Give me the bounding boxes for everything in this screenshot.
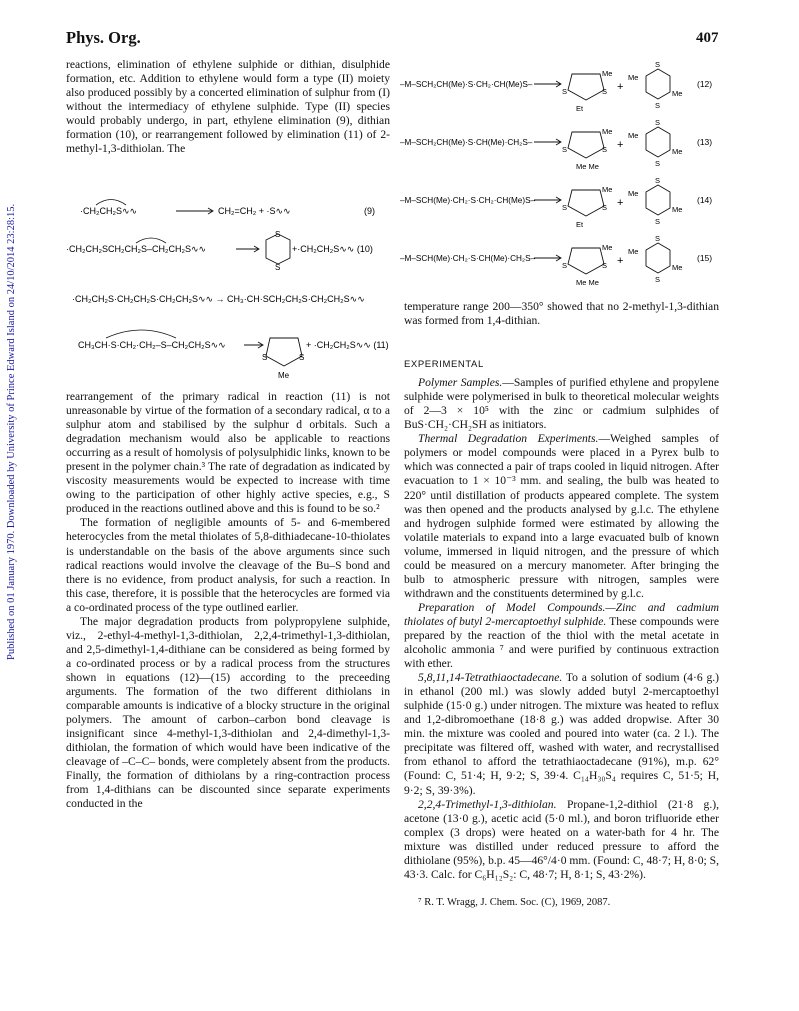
dithian-me-right: Me [672,263,683,272]
dithian-me-right: Me [672,205,683,214]
scheme-number: (13) [697,137,713,147]
dithiolan-ring [568,190,604,216]
ring-s-bottom: S [275,263,281,272]
paragraph: The major degradation products from polypropylene sulphide, viz., 2-ethyl-4-methyl-1,3-dithiolan, 2,2,4-trimethyl-1,3-dithiolan, and 2,5-dimethyl-1,4-dithiane can be considered as being formed by a co-ordinated process or by a radical process from the structures shown in equations (12)—(15) according to the preceeding arguments. The formation of the two different dithiolans in comparable amounts is indicative of a blocky structure in the original polymers. The amount of carbon–carbon bond cleavage is insignificant since 4-methyl-1,3-dithiolan and 2,4-dimethyl-1,3-dithiolan, the formation of which would have been indicative of the cleavage of –C–C– bonds, were completely absent from the products. Finally, the formation of dithiolans by a ring-contraction process from 1,4-dithians can be discounted since separate experiments conducted in the [66,614,390,811]
ring-s-right: S [602,261,608,270]
scheme-number: (12) [697,79,713,89]
dithiolan-ring [266,338,305,366]
ring-s-left: S [562,87,568,96]
dithian-me-left: Me [628,247,639,256]
dithian-s-top: S [655,234,661,243]
journal-header: Phys. Org. [66,28,141,47]
page-number: 407 [696,30,719,46]
eq11-right: + ·CH₂CH₂S∿∿ (11) [306,340,389,350]
reaction-schemes-right-svg [400,56,725,296]
paragraph-text: These compounds were prepared by the reaction of the thiol with the metal acetate in alcoholic ammonia ⁷ and were purified by continuous extraction with ether. [404,614,719,671]
eq11-first-line: ·CH₂CH₂S·CH₂CH₂S·CH₂CH₂S∿∿ → CH₃·CH·SCH₂CH₂S·CH₂CH₂S∿∿ [72,294,365,304]
dithiolan-ring [568,248,604,274]
download-stamp [3,160,19,660]
ring-me: Me [278,371,290,380]
plus-sign: + [617,139,624,151]
left-column-bottom [66,390,390,811]
scheme-left-formula: –M–SCH(Me)·CH₂·S·CH(Me)·CH₂S– [400,254,536,263]
ring-s-left: S [262,353,268,362]
scheme-left-formula: –M–SCH₂CH(Me)·S·CH(Me)·CH₂S– [400,138,533,147]
ring-substituent-bottom: Me Me [576,278,599,287]
dithian-me-left: Me [628,73,639,82]
paragraph [404,376,719,432]
subheading: Polymer Samples. [418,376,503,390]
ring-substituent-top: Me [602,69,613,78]
ring-substituent-bottom: Me Me [576,162,599,171]
paragraph-text: To a solution of sodium (4·6 g.) in ethanol (200 ml.) was slowly added butyl 2-mercaptoethyl sulphide (15·0 g.) under nitrogen. The mixture was heated to reflux and 1,2-dibromoethane (18·8 g.) was added dropwise. After 30 min. the mixture was cooled and poured into water (ca. 2 l.). The precipitate was filtered off, washed with water, and recrystallised from ethanol to afford the tetrathiaoctadecane (91%), m.p. 62° (Found: C, 51·4; H, 9·2; S, 39·4. C₁₄H₃₀S₄ requires C, 51·5; H, 9·2; S, 39·3%). [404,671,719,797]
eq10-right: +·CH₂CH₂S∿∿ (10) [292,244,373,254]
subheading: Thermal Degradation Experiments. [418,432,599,446]
footnote: ⁷ R. T. Wragg, J. Chem. Soc. (C), 1969, 2087. [418,896,611,908]
dithian-me-left: Me [628,189,639,198]
dithian-s-bottom: S [655,159,661,168]
eq10-left: ·CH₂CH₂SCH₂CH₂S–CH₂CH₂S∿∿ [66,244,207,254]
ring-s-top: S [275,230,281,239]
paragraph [404,432,719,601]
paragraph-text: —Weighed samples of polymers or model compounds were placed in a Pyrex bulb to which was connected a pair of traps cooled in liquid nitrogen. After evacuation to 1 × 10⁻³ mm. and sealing, the bulb was heated to 220° until distillation of products appeared complete. The system was then opened and the products analysed by g.l.c. The ethylene and hydrogen sulphide formed were estimated by allowing the volatile materials to expand into a large evacuated bulb of known volume, immersed in liquid nitrogen, and the pressure of which could be measured on a mercury manometer. After bringing the bulb to atmospheric pressure with nitrogen, samples were withdrawn and the constituents determined by g.l.c. [404,432,719,600]
ring-s-right: S [602,87,608,96]
paragraph [404,601,719,671]
dithian-ring [646,69,670,99]
ring-s-right: S [602,145,608,154]
right-column [404,300,719,910]
dithian-ring [646,127,670,157]
download-stamp-text: Published on 01 January 1970. Downloaded by University of Prince Edward Island on 24/10/2014 23:28:15. [6,203,17,660]
reaction-schemes-right [400,56,725,296]
reaction-schemes-left [66,200,396,390]
eq9-left: ·CH₂CH₂S∿∿ [80,206,138,216]
ring-s-left: S [562,203,568,212]
reaction-schemes-left-svg [66,200,396,390]
dithian-ring [646,243,670,273]
left-column-top [66,58,390,156]
eq11-arrow-curve [106,330,176,338]
paragraph: temperature range 200—350° showed that no 2-methyl-1,3-dithian was formed from 1,4-dithian. [404,300,719,328]
plus-sign: + [617,255,624,267]
subheading: 2,2,4-Trimethyl-1,3-dithiolan. [418,797,557,811]
dithian-me-left: Me [628,131,639,140]
dithian-s-top: S [655,118,661,127]
scheme-number: (14) [697,195,713,205]
dithian-me-right: Me [672,89,683,98]
scheme-left-formula: –M–SCH₂CH(Me)·S·CH₂·CH(Me)S– [400,80,533,89]
scheme-left-formula: –M–SCH(Me)·CH₂·S·CH₂·CH(Me)S– [400,196,536,205]
paragraph-text: —Samples of purified ethylene and propylene sulphide were polymerised in bulk to theoretical molecular weights of 2—3 × 10⁵ with the zinc or cadmium sulphides of BuS·CH₂·CH₂SH as initiators. [404,376,719,432]
dithian-s-bottom: S [655,275,661,284]
ring-s-right: S [602,203,608,212]
ring-substituent-top: Me [602,185,613,194]
subheading: Preparation of Model Compounds.—Zinc and cadmium thiolates of butyl 2-mercaptoethyl sulphide. [404,600,719,628]
subheading: 5,8,11,14-Tetrathiaoctadecane. [418,671,563,685]
paragraph [404,798,719,882]
eq9-number: (9) [364,206,375,216]
dithian-s-top: S [655,176,661,185]
eq10-arrow-curve [136,238,166,243]
plus-sign: + [617,81,624,93]
plus-sign: + [617,197,624,209]
ring-substituent-bottom: Et [576,104,584,113]
ring-substituent-top: Me [602,243,613,252]
scheme-number: (15) [697,253,713,263]
dithian-me-right: Me [672,147,683,156]
eq11-left: CH₃CH·S·CH₂·CH₂–S–CH₂CH₂S∿∿ [78,340,226,350]
ring-substituent-bottom: Et [576,220,584,229]
ring-s-right: S [299,353,305,362]
dithiolan-ring [568,74,604,100]
dithian-ring [646,185,670,215]
dithian-s-bottom: S [655,101,661,110]
ring-s-left: S [562,261,568,270]
dithian-s-bottom: S [655,217,661,226]
dithian-s-top: S [655,60,661,69]
paragraph-text: Propane-1,2-dithiol (21·8 g.), acetone (13·0 g.), acetic acid (5·0 ml.), and boron trifluoride ether complex (3 drops) were heated on a water-bath for 4 hr. The mixture was distilled under reduced pressure to afford the dithiolane (95%), b.p. 45—46°/4·0 mm. (Found: C, 48·7; H, 8·0; S, 43·3. Calc. for C₆H₁₂S₂: C, 48·7; H, 8·1; S, 43·2%). [404,797,719,881]
paragraph [404,671,719,797]
paragraph: The formation of negligible amounts of 5- and 6-membered heterocycles from the metal thiolates of 5,8-dithiadecane-10-thiolates is understandable on the basis of the above arguments since such radical reactions would involve the cleavage of the Bu–S bond and there is no evidence, from product analysis, for such a reaction. In this case, therefore, it is possible that the heterocycles are formed via a co-ordinated process of the type outlined earlier. [66,516,390,614]
eq9-right: CH₂=CH₂ + ·S∿∿ [218,206,291,216]
ring-s-left: S [562,145,568,154]
ring-substituent-top: Me [602,127,613,136]
paragraph: reactions, elimination of ethylene sulphide or dithian, disulphide formation, etc. Addition to ethylene would form a type (II) moiety also produced possibly by a concerted elimination of sulphur from (I) without the intermediacy of ethylene sulphide. Type (II) species would probably undergo, in part, ethylene elimination (9), dithian formation (10), or rearrangement followed by elimination (11) of 2-methyl-1,3-dithiolan. The [66,58,390,156]
dithiolan-ring [568,132,604,158]
paragraph: rearrangement of the primary radical in reaction (11) is not unreasonable by virtue of the formation of a secondary radical, α to a sulphur atom and stabilised by the sulphur d orbitals. Such a degradation mechanism would also be applicable to reactions occurring as a result of homolysis of polysulphidic links, known to be present in the polymer chain.³ The rate of degradation as indicated by viscosity measurements would be expected to increase with time owing to the participation of other highly active species, e.g., S produced in the reactions outlined above and this is found to be so.² [66,390,390,516]
section-heading: EXPERIMENTAL [404,359,484,371]
eq9-arrow-curve [96,200,126,206]
